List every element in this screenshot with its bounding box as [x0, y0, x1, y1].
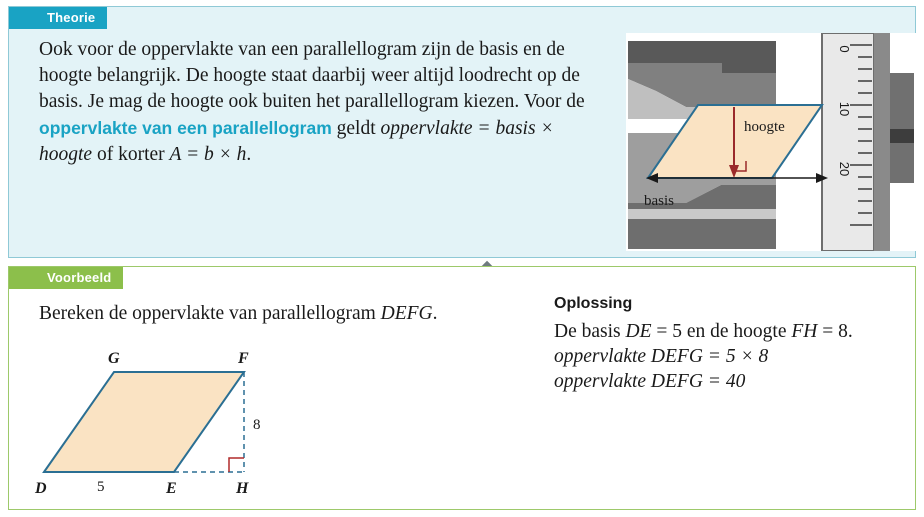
- caliper-lower-highlight: [628, 209, 776, 219]
- ruler-tick-0: 0: [837, 45, 852, 53]
- hoogte-label: hoogte: [744, 119, 785, 135]
- vertex-label-H: H: [236, 480, 249, 497]
- theorie-paragraph-4: .: [246, 144, 252, 165]
- theorie-formula-short: A = b × h: [169, 144, 247, 165]
- oplossing-line-1: [554, 319, 894, 344]
- ruler-edge-dark: [874, 33, 890, 251]
- vertex-label-G: G: [108, 350, 120, 367]
- voorbeeld-question: [39, 303, 438, 325]
- theorie-illustration: [626, 33, 916, 251]
- oplossing-line-1-part-a: De basis: [554, 321, 626, 342]
- theorie-formula-words: oppervlakte = basis × hoogte: [39, 118, 554, 165]
- voorbeeld-question-period: .: [432, 303, 438, 324]
- defg-right-angle-mark: [229, 458, 244, 472]
- theorie-keyword: oppervlakte van een parallellogram: [39, 118, 332, 138]
- theorie-paragraph-2: geldt: [331, 118, 381, 139]
- ruler-body: [822, 33, 874, 251]
- vertex-label-E: E: [166, 480, 177, 497]
- theorie-paragraph-3: of korter: [92, 144, 170, 165]
- oplossing-block: [554, 295, 894, 394]
- defg-base-measure: 5: [97, 479, 105, 495]
- defg-figure: [29, 337, 319, 502]
- oplossing-line-1-fh: FH: [791, 321, 818, 342]
- theorie-paragraph-1: Ook voor de oppervlakte van een parallellogram zijn de basis en de hoogte belangrijk. De hoogte staat daarbij weer altijd loodrecht op de basis. Je mag de hoogte ook buiten het parallellogram kiezen. Voor de: [39, 39, 585, 112]
- defg-parallelogram: [44, 372, 244, 472]
- defg-height-measure: 8: [253, 417, 261, 433]
- oplossing-title: Oplossing: [554, 295, 633, 312]
- voorbeeld-tab-label: Voorbeeld: [9, 267, 123, 289]
- voorbeeld-panel: [8, 266, 916, 510]
- ruler-slider-notch: [890, 129, 914, 143]
- oplossing-line-2: oppervlakte DEFG = 5 × 8: [554, 346, 769, 367]
- oplossing-line-3: oppervlakte DEFG = 40: [554, 371, 746, 392]
- ruler-slider-block: [890, 73, 914, 183]
- voorbeeld-question-shape-name: DEFG: [380, 303, 433, 324]
- ruler-parallelogram-svg: [626, 33, 916, 251]
- ruler-tick-20: 20: [837, 161, 852, 177]
- oplossing-line-1-de: DE: [625, 321, 652, 342]
- basis-label: basis: [644, 193, 674, 209]
- theorie-body-text: [39, 37, 599, 168]
- theorie-panel: [8, 6, 916, 258]
- voorbeeld-question-text: Bereken de oppervlakte van parallellogram: [39, 303, 381, 324]
- defg-svg: [29, 337, 319, 502]
- ruler-tick-10: 10: [837, 101, 852, 117]
- vertex-label-F: F: [238, 350, 249, 367]
- oplossing-line-1-part-c: = 8.: [817, 321, 853, 342]
- oplossing-line-1-part-b: = 5 en de hoogte: [651, 321, 792, 342]
- vertex-label-D: D: [35, 480, 47, 497]
- theorie-tab-label: Theorie: [9, 7, 107, 29]
